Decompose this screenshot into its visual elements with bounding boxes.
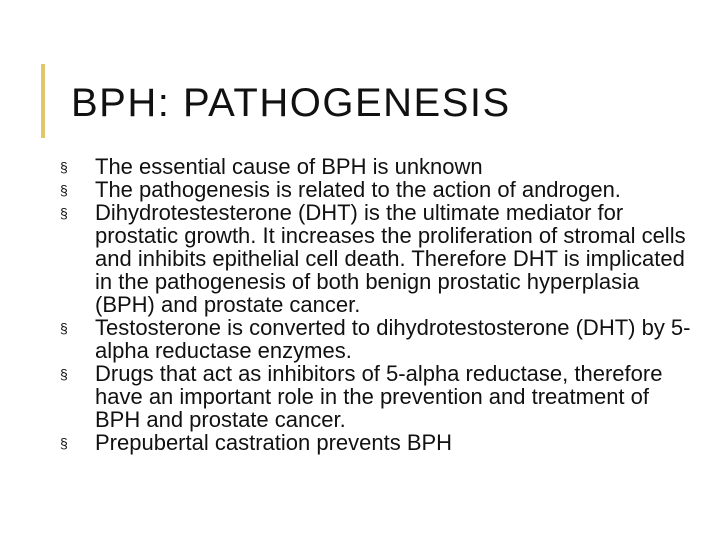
bullet-text: The pathogenesis is related to the action of androgen. (95, 177, 621, 202)
bullet-text: The essential cause of BPH is unknown (95, 154, 483, 179)
bullet-marker-icon: § (60, 320, 68, 336)
bullet-marker-icon: § (60, 205, 68, 221)
bullet-text: Drugs that act as inhibitors of 5-alpha reductase, therefore have an important role in the prevention and treatment of BPH and prostate cancer. (95, 361, 663, 432)
bullet-text: Testosterone is converted to dihydrotestosterone (DHT) by 5-alpha reductase enzymes. (95, 315, 691, 363)
bullet-marker-icon: § (60, 435, 68, 451)
bullet-item (56, 362, 696, 431)
title-accent-bar (41, 64, 45, 138)
bullet-item (56, 431, 696, 454)
bullet-text: Dihydrotestesterone (DHT) is the ultimate mediator for prostatic growth. It increases the proliferation of stromal cells and inhibits epithelial cell death. Therefore DHT is implicated in the pathogenesis of both benign prostatic hyperplasia (BPH) and prostate cancer. (95, 200, 686, 317)
bullet-item (56, 178, 696, 201)
bullet-marker-icon: § (60, 159, 68, 175)
bullet-marker-icon: § (60, 366, 68, 382)
bullet-item (56, 201, 696, 316)
bullet-item (56, 155, 696, 178)
bullet-item (56, 316, 696, 362)
slide-title: BPH: PATHOGENESIS (71, 81, 511, 125)
bullet-list (56, 155, 696, 454)
bullet-text: Prepubertal castration prevents BPH (95, 430, 453, 455)
bullet-marker-icon: § (60, 182, 68, 198)
